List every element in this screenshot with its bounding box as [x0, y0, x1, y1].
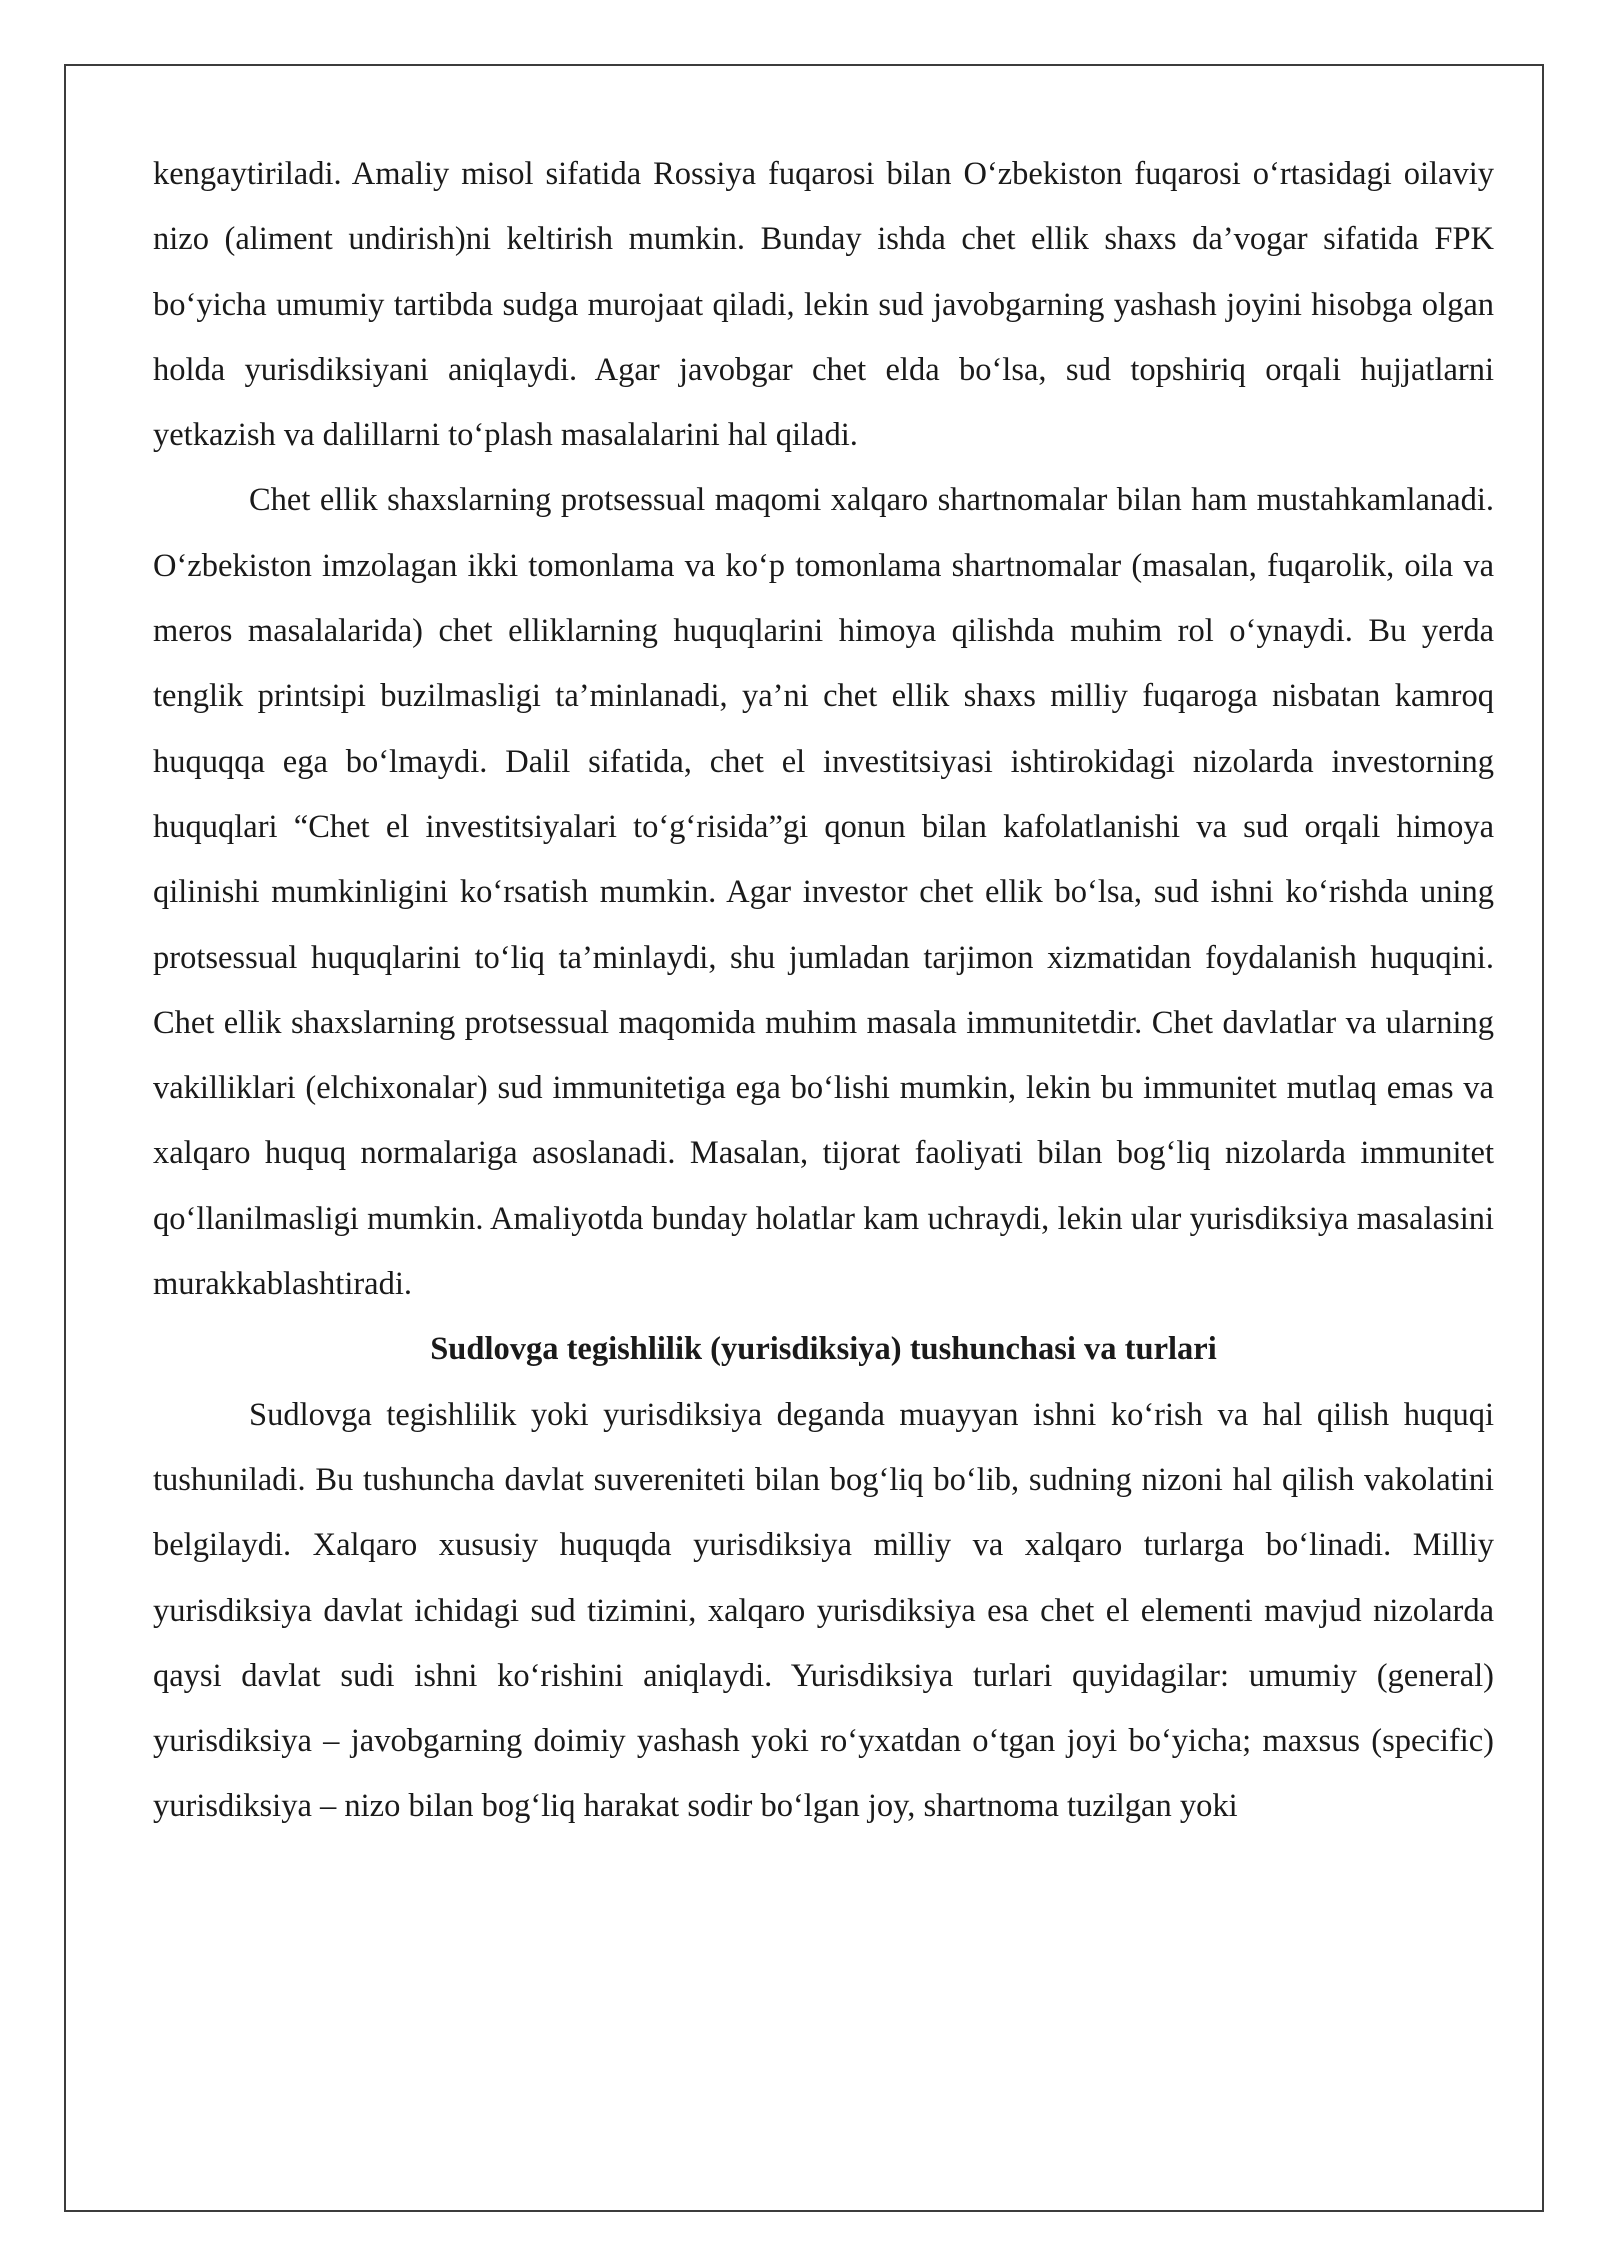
paragraph-jurisdiction: Sudlovga tegishlilik yoki yurisdiksiya deganda muayyan ishni ko‘rish va hal qilish huquqi tushuniladi. Bu tushuncha davlat suvereniteti bilan bog‘liq bo‘lib, sudning nizoni hal qilish vakolatini belgilaydi. Xalqaro xususiy huquqda yurisdiksiya milliy va xalqaro turlarga bo‘linadi. Milliy yurisdiksiya davlat ichidagi sud tizimini, xalqaro yurisdiksiya esa chet el elementi mavjud nizolarda qaysi davlat sudi ishni ko‘rishini aniqlaydi. Yurisdiksiya turlari quyidagilar: umumiy (general) yurisdiksiya – javobgarning doimiy yashash yoki ro‘yxatdan o‘tgan joyi bo‘yicha; maxsus (specific) yurisdiksiya – nizo bilan bog‘liq harakat sodir bo‘lgan joy, shartnoma tuzilgan yoki — [153, 1396, 1494, 1825]
paragraph-continuation: kengaytiriladi. Amaliy misol sifatida Rossiya fuqarosi bilan O‘zbekiston fuqarosi o‘rtasidagi oilaviy nizo (aliment undirish)ni keltirish mumkin. Bunday ishda chet ellik shaxs da’vogar sifatida FPK bo‘yicha umumiy tartibda sudga murojaat qiladi, lekin sud javobgarning yashash joyini hisobga olgan holda yurisdiksiyani aniqlaydi. Agar javobgar chet elda bo‘lsa, sud topshiriq orqali hujjatlarni yetkazish va dalillarni to‘plash masalalarini hal qiladi. — [153, 156, 1494, 454]
document-body — [153, 142, 1494, 1840]
paragraph-procedural-status: Chet ellik shaxslarning protsessual maqomi xalqaro shartnomalar bilan ham mustahkamlanadi. O‘zbekiston imzolagan ikki tomonlama va ko‘p tomonlama shartnomalar (masalan, fuqarolik, oila va meros masalalarida) chet elliklarning huquqlarini himoya qilishda muhim rol o‘ynaydi. Bu yerda tenglik printsipi buzilmasligi ta’minlanadi, ya’ni chet ellik shaxs milliy fuqaroga nisbatan kamroq huquqqa ega bo‘lmaydi. Dalil sifatida, chet el investitsiyasi ishtirokidagi nizolarda investorning huquqlari “Chet el investitsiyalari to‘g‘risida”gi qonun bilan kafolatlanishi va sud orqali himoya qilinishi mumkinligini ko‘rsatish mumkin. Agar investor chet ellik bo‘lsa, sud ishni ko‘rishda uning protsessual huquqlarini to‘liq ta’minlaydi, shu jumladan tarjimon xizmatidan foydalanish huquqini. Chet ellik shaxslarning protsessual maqomida muhim masala immunitetdir. Chet davlatlar va ularning vakilliklari (elchixonalar) sud immunitetiga ega bo‘lishi mumkin, lekin bu immunitet mutlaq emas va xalqaro huquq normalariga asoslanadi. Masalan, tijorat faoliyati bilan bog‘liq nizolarda immunitet qo‘llanilmasligi mumkin. Amaliyotda bunday holatlar kam uchraydi, lekin ular yurisdiksiya masalasini murakkablashtiradi. — [153, 482, 1494, 1303]
section-heading: Sudlovga tegishlilik (yurisdiksiya) tushunchasi va turlari — [430, 1331, 1217, 1368]
